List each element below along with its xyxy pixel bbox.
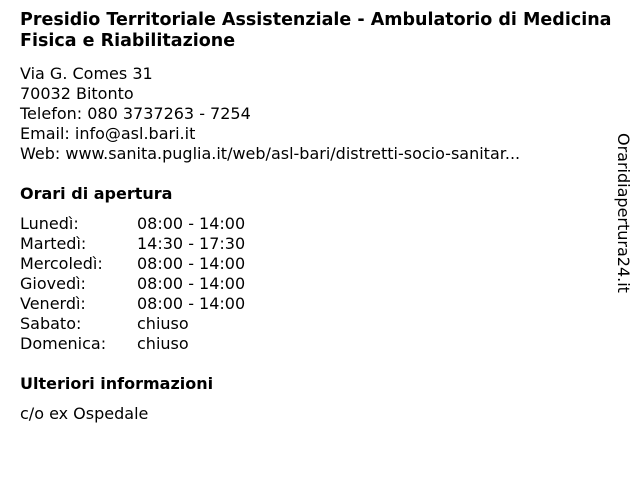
hours-value: 08:00 - 14:00 bbox=[137, 254, 246, 273]
opening-hours-heading: Orari di apertura bbox=[20, 184, 173, 203]
hours-value: chiuso bbox=[137, 314, 189, 333]
hours-row-sunday bbox=[20, 334, 245, 354]
hours-row-tuesday bbox=[20, 234, 245, 254]
hours-value: 08:00 - 14:00 bbox=[137, 274, 246, 293]
hours-row-thursday bbox=[20, 274, 245, 294]
more-info-heading: Ulteriori informazioni bbox=[20, 374, 214, 393]
phone-number: Telefon: 080 3737263 - 7254 bbox=[20, 104, 251, 123]
address-block bbox=[20, 64, 520, 164]
day-label: Lunedì: bbox=[20, 214, 79, 233]
more-info-text: c/o ex Ospedale bbox=[20, 404, 149, 423]
opening-hours-table bbox=[20, 214, 245, 354]
website-link[interactable]: Web: www.sanita.puglia.it/web/asl-bari/distretti-socio-sanitar... bbox=[20, 144, 521, 163]
hours-row-friday bbox=[20, 294, 245, 314]
hours-row-monday bbox=[20, 214, 245, 234]
day-label: Domenica: bbox=[20, 334, 107, 353]
day-label: Martedì: bbox=[20, 234, 87, 253]
hours-value: 08:00 - 14:00 bbox=[137, 294, 246, 313]
hours-row-saturday bbox=[20, 314, 245, 334]
hours-value: chiuso bbox=[137, 334, 189, 353]
street-address: Via G. Comes 31 bbox=[20, 64, 153, 83]
page-title: Presidio Territoriale Assistenziale - Ambulatorio di Medicina Fisica e Riabilitazione bbox=[20, 10, 612, 51]
day-label: Mercoledì: bbox=[20, 254, 103, 273]
hours-row-wednesday bbox=[20, 254, 245, 274]
day-label: Sabato: bbox=[20, 314, 82, 333]
email-address: Email: info@asl.bari.it bbox=[20, 124, 196, 143]
watermark-text: Oraridiapertura24.it bbox=[614, 133, 633, 293]
hours-value: 08:00 - 14:00 bbox=[137, 214, 246, 233]
day-label: Giovedì: bbox=[20, 274, 86, 293]
day-label: Venerdì: bbox=[20, 294, 86, 313]
hours-value: 14:30 - 17:30 bbox=[137, 234, 246, 253]
city: 70032 Bitonto bbox=[20, 84, 134, 103]
